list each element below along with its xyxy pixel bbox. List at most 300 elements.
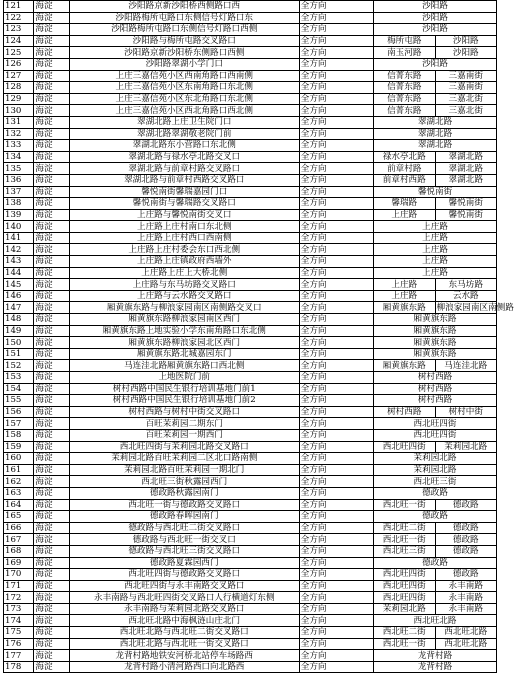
row-number: 143: [4, 256, 34, 268]
row-number: 144: [4, 267, 34, 279]
road-b-cell: 馨悦南街: [435, 198, 497, 210]
road-b-cell: 德政路: [435, 499, 497, 511]
table-row: [4, 209, 497, 221]
table-row: [4, 290, 497, 302]
location-cell: 上庄路上庄村南口东北侧: [69, 221, 299, 233]
road-a-cell: 茉莉园北路: [374, 464, 497, 476]
location-cell: 上庄路上庄上大桥北侧: [69, 267, 299, 279]
table-row: [4, 499, 497, 511]
district-cell: 海淀: [34, 163, 69, 175]
direction-cell: 全方向: [299, 337, 373, 349]
district-cell: 海淀: [34, 58, 69, 70]
table-row: [4, 534, 497, 546]
direction-cell: 全方向: [299, 348, 373, 360]
table-row: [4, 82, 497, 94]
location-cell: 厢黄旗东路北城嘉园东门: [69, 348, 299, 360]
row-number: 173: [4, 603, 34, 615]
table-row: [4, 615, 497, 627]
road-b-cell: 德政路: [435, 545, 497, 557]
district-cell: 海淀: [34, 337, 69, 349]
row-number: 158: [4, 429, 34, 441]
road-a-cell: 沙阳路: [374, 24, 497, 36]
road-b-cell: 馨悦南街: [435, 209, 497, 221]
direction-cell: 全方向: [299, 267, 373, 279]
road-a-cell: 上庄路: [374, 221, 497, 233]
location-cell: 德政路与西北旺二街交叉路口: [69, 522, 299, 534]
row-number: 145: [4, 279, 34, 291]
direction-cell: 全方向: [299, 93, 373, 105]
location-cell: 沙阳路梅所屯路口东侧信号灯路口东: [69, 12, 299, 24]
location-cell: 厢黄旗东路柳浪家园北区西门: [69, 337, 299, 349]
row-number: 154: [4, 383, 34, 395]
direction-cell: 全方向: [299, 511, 373, 523]
direction-cell: 全方向: [299, 429, 373, 441]
road-a-cell: 西北旺四街: [374, 441, 435, 453]
direction-cell: 全方向: [299, 198, 373, 210]
direction-cell: 全方向: [299, 360, 373, 372]
road-a-cell: 厢黄旗东路: [374, 337, 497, 349]
road-b-cell: 东马坊路: [435, 279, 497, 291]
direction-cell: 全方向: [299, 232, 373, 244]
road-b-cell: 德政路: [435, 534, 497, 546]
road-b-cell: 西北旺北路: [435, 627, 497, 639]
direction-cell: 全方向: [299, 82, 373, 94]
district-cell: 海淀: [34, 406, 69, 418]
road-a-cell: 西北旺四街: [374, 580, 435, 592]
table-row: [4, 24, 497, 36]
table-row: [4, 244, 497, 256]
district-cell: 海淀: [34, 256, 69, 268]
table-row: [4, 603, 497, 615]
road-a-cell: 德政路: [374, 487, 497, 499]
district-cell: 海淀: [34, 35, 69, 47]
road-b-cell: 德政路: [435, 569, 497, 581]
row-number: 129: [4, 93, 34, 105]
table-row: [4, 140, 497, 152]
road-a-cell: 龙背村路: [374, 650, 497, 662]
table-row: [4, 47, 497, 59]
table-row: [4, 186, 497, 198]
table-row: [4, 314, 497, 326]
direction-cell: 全方向: [299, 1, 373, 13]
table-row: [4, 395, 497, 407]
district-cell: 海淀: [34, 186, 69, 198]
road-b-cell: 翠湖北路: [435, 151, 497, 163]
road-a-cell: 西北旺一街: [374, 638, 435, 650]
row-number: 163: [4, 487, 34, 499]
district-cell: 海淀: [34, 209, 69, 221]
direction-cell: 全方向: [299, 325, 373, 337]
direction-cell: 全方向: [299, 638, 373, 650]
road-b-cell: 永丰南路: [435, 603, 497, 615]
direction-cell: 全方向: [299, 464, 373, 476]
table-row: [4, 638, 497, 650]
location-cell: 西北旺北路与西北旺二街交叉路口: [69, 627, 299, 639]
direction-cell: 全方向: [299, 314, 373, 326]
table-row: [4, 151, 497, 163]
road-b-cell: 云水路: [435, 290, 497, 302]
table-row: [4, 58, 497, 70]
location-cell: 厢黄旗东路与柳浪家园南区南侧路交叉口: [69, 302, 299, 314]
location-cell: 德政路春晖园南门: [69, 511, 299, 523]
location-cell: 上庄三嘉信苑小区西南角路口西南侧: [69, 70, 299, 82]
direction-cell: 全方向: [299, 105, 373, 117]
district-cell: 海淀: [34, 302, 69, 314]
direction-cell: 全方向: [299, 279, 373, 291]
direction-cell: 全方向: [299, 441, 373, 453]
table-row: [4, 348, 497, 360]
road-a-cell: 树村西路: [374, 395, 497, 407]
row-number: 147: [4, 302, 34, 314]
direction-cell: 全方向: [299, 221, 373, 233]
road-a-cell: 树村西路: [374, 406, 435, 418]
row-number: 123: [4, 24, 34, 36]
district-cell: 海淀: [34, 627, 69, 639]
district-cell: 海淀: [34, 314, 69, 326]
table-row: [4, 128, 497, 140]
row-number: 138: [4, 198, 34, 210]
direction-cell: 全方向: [299, 70, 373, 82]
road-a-cell: 上庄路: [374, 209, 435, 221]
location-cell: 西北旺北路与西北旺一街交叉路口: [69, 638, 299, 650]
row-number: 121: [4, 1, 34, 13]
row-number: 139: [4, 209, 34, 221]
road-a-cell: 上庄路: [374, 279, 435, 291]
row-number: 142: [4, 244, 34, 256]
road-a-cell: 上庄路: [374, 244, 497, 256]
road-a-cell: 厢黄旗东路: [374, 325, 497, 337]
district-cell: 海淀: [34, 603, 69, 615]
direction-cell: 全方向: [299, 627, 373, 639]
table-row: [4, 429, 497, 441]
location-cell: 沙阳路京新沙阳桥东侧路口西侧: [69, 47, 299, 59]
direction-cell: 全方向: [299, 290, 373, 302]
row-number: 137: [4, 186, 34, 198]
table-row: [4, 163, 497, 175]
location-cell: 沙阳路翠湖小学门口: [69, 58, 299, 70]
road-b-cell: 三嘉北街: [435, 93, 497, 105]
location-cell: 上庄三嘉信苑小区东北角路口东北侧: [69, 93, 299, 105]
table-row: [4, 464, 497, 476]
row-number: 131: [4, 116, 34, 128]
district-cell: 海淀: [34, 24, 69, 36]
row-number: 149: [4, 325, 34, 337]
road-a-cell: 信菁东路: [374, 70, 435, 82]
location-cell: 树村西路与树村中街交叉路口: [69, 406, 299, 418]
district-cell: 海淀: [34, 267, 69, 279]
direction-cell: 全方向: [299, 24, 373, 36]
road-b-cell: 翠湖北路: [435, 174, 497, 186]
road-a-cell: 上庄路: [374, 290, 435, 302]
location-cell: 西北旺北路中海枫涟山庄北门: [69, 615, 299, 627]
district-cell: 海淀: [34, 1, 69, 13]
direction-cell: 全方向: [299, 47, 373, 59]
district-cell: 海淀: [34, 116, 69, 128]
row-number: 126: [4, 58, 34, 70]
direction-cell: 全方向: [299, 35, 373, 47]
row-number: 162: [4, 476, 34, 488]
road-a-cell: 翠湖北路: [374, 116, 497, 128]
row-number: 150: [4, 337, 34, 349]
district-cell: 海淀: [34, 128, 69, 140]
location-cell: 翠湖北路与前章村路交叉路口: [69, 163, 299, 175]
road-a-cell: 西北旺二街: [374, 522, 435, 534]
road-a-cell: 前章村西路: [374, 174, 435, 186]
road-a-cell: 馨瑞路: [374, 198, 435, 210]
direction-cell: 全方向: [299, 209, 373, 221]
road-b-cell: 马连洼北路: [435, 360, 497, 372]
table-row: [4, 580, 497, 592]
road-a-cell: 厢黄旗东路: [374, 314, 497, 326]
road-a-cell: 树村西路: [374, 372, 497, 384]
district-cell: 海淀: [34, 453, 69, 465]
direction-cell: 全方向: [299, 453, 373, 465]
road-b-cell: 德政路: [435, 522, 497, 534]
location-cell: 沙阳路与梅所屯路交叉路口: [69, 35, 299, 47]
road-a-cell: 西北旺三街: [374, 545, 435, 557]
road-a-cell: 西北旺四街: [374, 592, 435, 604]
location-cell: 西北旺四街与茉莉园北路交叉路口: [69, 441, 299, 453]
direction-cell: 全方向: [299, 650, 373, 662]
location-cell: 馨悦南街馨瑞嘉园门口: [69, 186, 299, 198]
district-cell: 海淀: [34, 650, 69, 662]
row-number: 175: [4, 627, 34, 639]
table-row: [4, 325, 497, 337]
location-cell: 翠湖北路东小营路口东北侧: [69, 140, 299, 152]
row-number: 152: [4, 360, 34, 372]
location-cell: 百旺茉莉园一期西门: [69, 429, 299, 441]
road-a-cell: 厢黄旗东路: [374, 348, 497, 360]
location-cell: 翠湖北路翠湖敬老院门前: [69, 128, 299, 140]
road-a-cell: 信菁东路: [374, 82, 435, 94]
row-number: 135: [4, 163, 34, 175]
table-row: [4, 650, 497, 662]
road-a-cell: 禄水亭北路: [374, 151, 435, 163]
table-row: [4, 360, 497, 372]
road-a-cell: 沙阳路: [374, 1, 497, 13]
table-row: [4, 522, 497, 534]
location-cell: 树村西路中国民生银行培训基地门前1: [69, 383, 299, 395]
direction-cell: 全方向: [299, 151, 373, 163]
table-row: [4, 406, 497, 418]
road-a-cell: 西北旺三街: [374, 476, 497, 488]
row-number: 164: [4, 499, 34, 511]
direction-cell: 全方向: [299, 476, 373, 488]
row-number: 171: [4, 580, 34, 592]
location-cell: 龙背村路小清河路西口向北路西: [69, 661, 299, 673]
direction-cell: 全方向: [299, 545, 373, 557]
road-a-cell: 西北旺四街: [374, 569, 435, 581]
location-cell: 上庄三嘉信苑小区西北角路口西北侧: [69, 105, 299, 117]
direction-cell: 全方向: [299, 534, 373, 546]
row-number: 140: [4, 221, 34, 233]
row-number: 167: [4, 534, 34, 546]
road-b-cell: 树村中街: [435, 406, 497, 418]
table-row: [4, 267, 497, 279]
location-cell: 翠湖北路与前章村西路交叉路口: [69, 174, 299, 186]
location-cell: 西北旺四街与永丰南路交叉路口: [69, 580, 299, 592]
road-b-cell: 西北旺北路: [435, 638, 497, 650]
location-cell: 西北旺三街秋露园西门: [69, 476, 299, 488]
direction-cell: 全方向: [299, 592, 373, 604]
road-a-cell: 德政路: [374, 511, 497, 523]
direction-cell: 全方向: [299, 186, 373, 198]
direction-cell: 全方向: [299, 174, 373, 186]
location-cell: 德政路与西北旺一街交叉口: [69, 534, 299, 546]
table-row: [4, 116, 497, 128]
location-cell: 西北旺一街与德政路交叉路口: [69, 499, 299, 511]
location-cell: 翠湖北路与禄水亭北路交叉口: [69, 151, 299, 163]
direction-cell: 全方向: [299, 522, 373, 534]
district-cell: 海淀: [34, 198, 69, 210]
row-number: 132: [4, 128, 34, 140]
road-b-cell: 三嘉北街: [435, 105, 497, 117]
road-a-cell: 梅所屯路: [374, 35, 435, 47]
road-a-cell: 南玉河路: [374, 47, 435, 59]
table-row: [4, 70, 497, 82]
district-cell: 海淀: [34, 290, 69, 302]
district-cell: 海淀: [34, 557, 69, 569]
district-cell: 海淀: [34, 221, 69, 233]
row-number: 155: [4, 395, 34, 407]
road-b-cell: 柳浪家园南区南侧路: [436, 302, 514, 313]
table-row: [4, 476, 497, 488]
road-a-cell: 厢黄旗东路: [374, 302, 435, 314]
location-cell: 上庄路与云水路交叉路口: [69, 290, 299, 302]
road-a-cell: 德政路: [374, 557, 497, 569]
road-a-cell: 西北旺四街: [374, 418, 497, 430]
district-cell: 海淀: [34, 569, 69, 581]
table-row: [4, 592, 497, 604]
district-cell: 海淀: [34, 372, 69, 384]
row-number: 141: [4, 232, 34, 244]
direction-cell: 全方向: [299, 372, 373, 384]
direction-cell: 全方向: [299, 661, 373, 673]
district-cell: 海淀: [34, 82, 69, 94]
table-row: [4, 93, 497, 105]
road-a-cell: 龙背村路: [374, 661, 497, 673]
location-cell: 德政路夏霖园西门: [69, 557, 299, 569]
road-a-cell: 西北旺一街: [374, 534, 435, 546]
table-row: [4, 661, 497, 673]
row-number: 161: [4, 464, 34, 476]
location-cell: 永丰南路与茉莉园北路交叉路口: [69, 603, 299, 615]
direction-cell: 全方向: [299, 557, 373, 569]
row-number: 159: [4, 441, 34, 453]
district-cell: 海淀: [34, 429, 69, 441]
table-row: [4, 337, 497, 349]
road-a-cell: 茉莉园北路: [374, 603, 435, 615]
district-cell: 海淀: [34, 232, 69, 244]
district-cell: 海淀: [34, 522, 69, 534]
row-number: 153: [4, 372, 34, 384]
district-cell: 海淀: [34, 70, 69, 82]
district-cell: 海淀: [34, 279, 69, 291]
row-number: 177: [4, 650, 34, 662]
location-cell: 树村西路中国民生银行培训基地门前2: [69, 395, 299, 407]
direction-cell: 全方向: [299, 406, 373, 418]
road-a-cell: 上庄路: [374, 232, 497, 244]
row-number: 178: [4, 661, 34, 673]
row-number: 151: [4, 348, 34, 360]
location-cell: 茉莉园北路百旺茉莉园二区北口路南侧: [69, 453, 299, 465]
road-b-cell: 三嘉南街: [435, 82, 497, 94]
row-number: 146: [4, 290, 34, 302]
row-number: 174: [4, 615, 34, 627]
road-b-cell: 沙阳路: [435, 47, 497, 59]
direction-cell: 全方向: [299, 58, 373, 70]
table-row: [4, 569, 497, 581]
table-row: [4, 12, 497, 24]
direction-cell: 全方向: [299, 499, 373, 511]
row-number: 169: [4, 557, 34, 569]
district-cell: 海淀: [34, 151, 69, 163]
district-cell: 海淀: [34, 534, 69, 546]
road-a-cell: 西北旺一街: [374, 499, 435, 511]
district-cell: 海淀: [34, 174, 69, 186]
direction-cell: 全方向: [299, 395, 373, 407]
district-cell: 海淀: [34, 592, 69, 604]
location-cell: 厢黄旗东路上地实验小学东南角路口东北侧: [69, 325, 299, 337]
row-number: 130: [4, 105, 34, 117]
location-cell: 永丰南路与西北旺四街交叉路口人行横道灯东侧: [69, 592, 299, 604]
district-cell: 海淀: [34, 487, 69, 499]
table-row: [4, 557, 497, 569]
table-row: [4, 198, 497, 210]
row-number: 122: [4, 12, 34, 24]
road-b-cell: 三嘉南街: [435, 70, 497, 82]
direction-cell: 全方向: [299, 116, 373, 128]
road-a-cell: 前章村路: [374, 163, 435, 175]
location-cell: 上庄路与东马坊路交叉路口: [69, 279, 299, 291]
district-cell: 海淀: [34, 105, 69, 117]
table-row: [4, 545, 497, 557]
location-cell: 沙阳路梅所屯路口东侧信号灯路口西侧: [69, 24, 299, 36]
row-number: 170: [4, 569, 34, 581]
location-cell: 百旺茉莉园二期东门: [69, 418, 299, 430]
road-b-cell: 永丰南路: [435, 592, 497, 604]
location-cell: 西北旺四街与德政路交叉路口: [69, 569, 299, 581]
direction-cell: 全方向: [299, 128, 373, 140]
table-row: [4, 232, 497, 244]
direction-cell: 全方向: [299, 256, 373, 268]
row-number: 166: [4, 522, 34, 534]
location-cell: 上庄路上庄村西口西南侧: [69, 232, 299, 244]
district-cell: 海淀: [34, 661, 69, 673]
district-cell: 海淀: [34, 12, 69, 24]
road-a-cell: 上庄路: [374, 256, 497, 268]
location-cell: 马连洼北路厢黄旗东路口西北侧: [69, 360, 299, 372]
table-row: [4, 372, 497, 384]
location-cell: 上庄路上庄镇政府西墙外: [69, 256, 299, 268]
direction-cell: 全方向: [299, 383, 373, 395]
road-a-cell: 茉莉园北路: [374, 453, 497, 465]
road-b-cell: 永丰南路: [435, 580, 497, 592]
district-cell: 海淀: [34, 638, 69, 650]
district-cell: 海淀: [34, 244, 69, 256]
location-cell: 翠湖北路上庄卫生院门口: [69, 116, 299, 128]
row-number: 127: [4, 70, 34, 82]
table-row: [4, 105, 497, 117]
table-row: [4, 418, 497, 430]
table-body: [4, 1, 514, 673]
location-cell: 德政路秋露园南门: [69, 487, 299, 499]
road-a-cell: 信菁东路: [374, 93, 435, 105]
district-cell: 海淀: [34, 476, 69, 488]
district-cell: 海淀: [34, 615, 69, 627]
table-row: [4, 441, 497, 453]
direction-cell: 全方向: [299, 163, 373, 175]
